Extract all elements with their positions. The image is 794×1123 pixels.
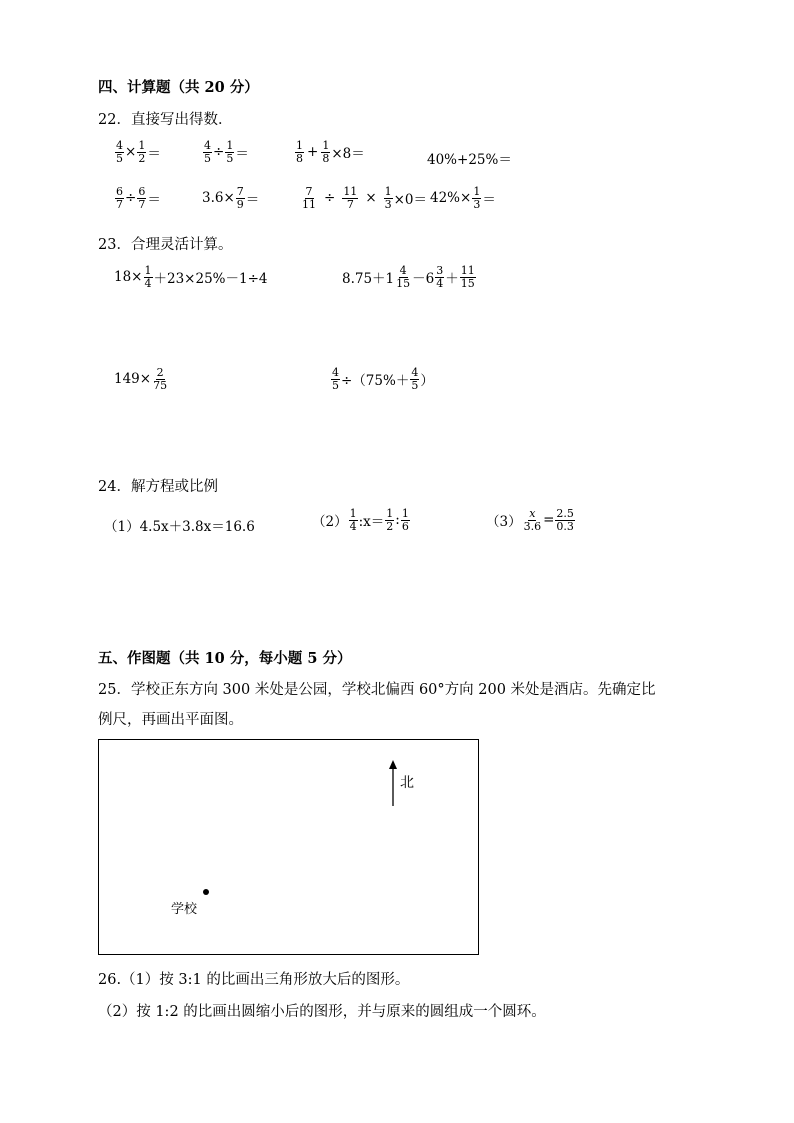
q24-p2: （2） $\frac{1}{4}$ :x＝ $\frac{1}{2}$ : $\frac{1}{6}$ — [312, 507, 409, 533]
fraction: $\frac{1}{3}$ — [384, 185, 392, 211]
fraction: $\frac{1}{2}$ — [138, 139, 146, 165]
fraction: $\frac{4}{5}$ — [204, 139, 211, 165]
fraction: $\frac{11}{15}$ — [460, 264, 475, 290]
fraction: $\frac{6}{7}$ — [116, 185, 123, 211]
q22-r2-e3: $\frac{7}{11}$ ÷ $\frac{11}{7}$ × $\frac{1}{3}$ ×0＝ — [302, 185, 428, 211]
q24-label: 24．解方程或比例 — [98, 479, 218, 495]
q22-label: 22．直接写出得数． — [98, 112, 233, 128]
fraction: $\frac{4}{5}$ — [411, 366, 419, 392]
fraction: $\frac{1}{4}$ — [349, 507, 357, 533]
fraction: $\frac{11}{7}$ — [343, 185, 358, 211]
fraction: $\frac{6}{7}$ — [138, 185, 146, 211]
q24-p1: （1）4.5x＋3.8x＝16.6 — [104, 519, 255, 535]
fraction: $\frac{x}{3.6}$ — [523, 507, 542, 533]
map-drawing-area[interactable] — [98, 739, 479, 955]
fraction: $\frac{1}{2}$ — [386, 507, 394, 533]
q23-label: 23．合理灵活计算。 — [98, 237, 233, 253]
fraction: $\frac{1}{4}$ — [144, 264, 152, 290]
fraction: $\frac{2.5}{0.3}$ — [556, 507, 574, 533]
north-arrow-icon — [385, 760, 401, 808]
q23-e2: 8.75＋1 $\frac{4}{15}$ －6 $\frac{3}{4}$ ＋ $\frac{11}{15}$ — [342, 264, 475, 290]
fraction: $\frac{2}{75}$ — [153, 366, 168, 392]
fraction: $\frac{1}{6}$ — [401, 507, 409, 533]
fraction: $\frac{7}{11}$ — [302, 185, 316, 211]
section5-heading: 五、作图题（共 10 分，每小题 5 分） — [98, 650, 352, 667]
q23-e3: 149× $\frac{2}{75}$ — [114, 366, 168, 392]
fraction: $\frac{1}{8}$ — [296, 139, 303, 165]
fraction: $\frac{3}{4}$ — [436, 264, 444, 290]
q24-p3: （3） $\frac{x}{3.6}$ = $\frac{2.5}{0.3}$ — [486, 507, 574, 533]
q26-line2: （2）按 1:2 的比画出圆缩小后的图形，并与原来的圆组成一个圆环。 — [98, 1004, 546, 1020]
q23-e4: $\frac{4}{5}$ ÷（75%＋ $\frac{4}{5}$ ） — [332, 366, 434, 392]
fraction: $\frac{1}{3}$ — [473, 185, 481, 211]
q22-r2-e1: $\frac{6}{7}$ ÷ $\frac{6}{7}$ ＝ — [116, 185, 161, 211]
q22-r1-e4: 40%+25%＝ — [427, 152, 512, 168]
q25-line1: 25．学校正东方向 300 米处是公园，学校北偏西 60°方向 200 米处是酒店。先确定比 — [98, 682, 656, 698]
school-point — [203, 889, 209, 895]
section4-heading: 四、计算题（共 20 分） — [98, 79, 259, 96]
q22-r2-e4: 42%× $\frac{1}{3}$ ＝ — [430, 185, 496, 211]
q23-e1: 18× $\frac{1}{4}$ ＋23×25%－1÷4 — [114, 264, 268, 290]
fraction: $\frac{4}{15}$ — [396, 264, 411, 290]
q26-line1: 26.（1）按 3:1 的比画出三角形放大后的图形。 — [98, 972, 410, 988]
north-label: 北 — [400, 775, 414, 791]
q22-r1-e2: $\frac{4}{5}$ ÷ $\frac{1}{5}$ ＝ — [204, 139, 249, 165]
q25-line2: 例尺，再画出平面图。 — [98, 712, 243, 728]
q22-r2-e2: 3.6× $\frac{7}{9}$ ＝ — [202, 185, 260, 211]
fraction: $\frac{1}{8}$ — [322, 139, 330, 165]
q22-r1-e1: $\frac{4}{5}$ × $\frac{1}{2}$ ＝ — [116, 139, 161, 165]
fraction: $\frac{4}{5}$ — [332, 366, 339, 392]
fraction: $\frac{1}{5}$ — [226, 139, 234, 165]
fraction: $\frac{4}{5}$ — [116, 139, 123, 165]
fraction: $\frac{7}{9}$ — [236, 185, 244, 211]
school-label: 学校 — [171, 902, 198, 917]
q22-r1-e3: $\frac{1}{8}$ + $\frac{1}{8}$ ×8＝ — [296, 139, 365, 165]
